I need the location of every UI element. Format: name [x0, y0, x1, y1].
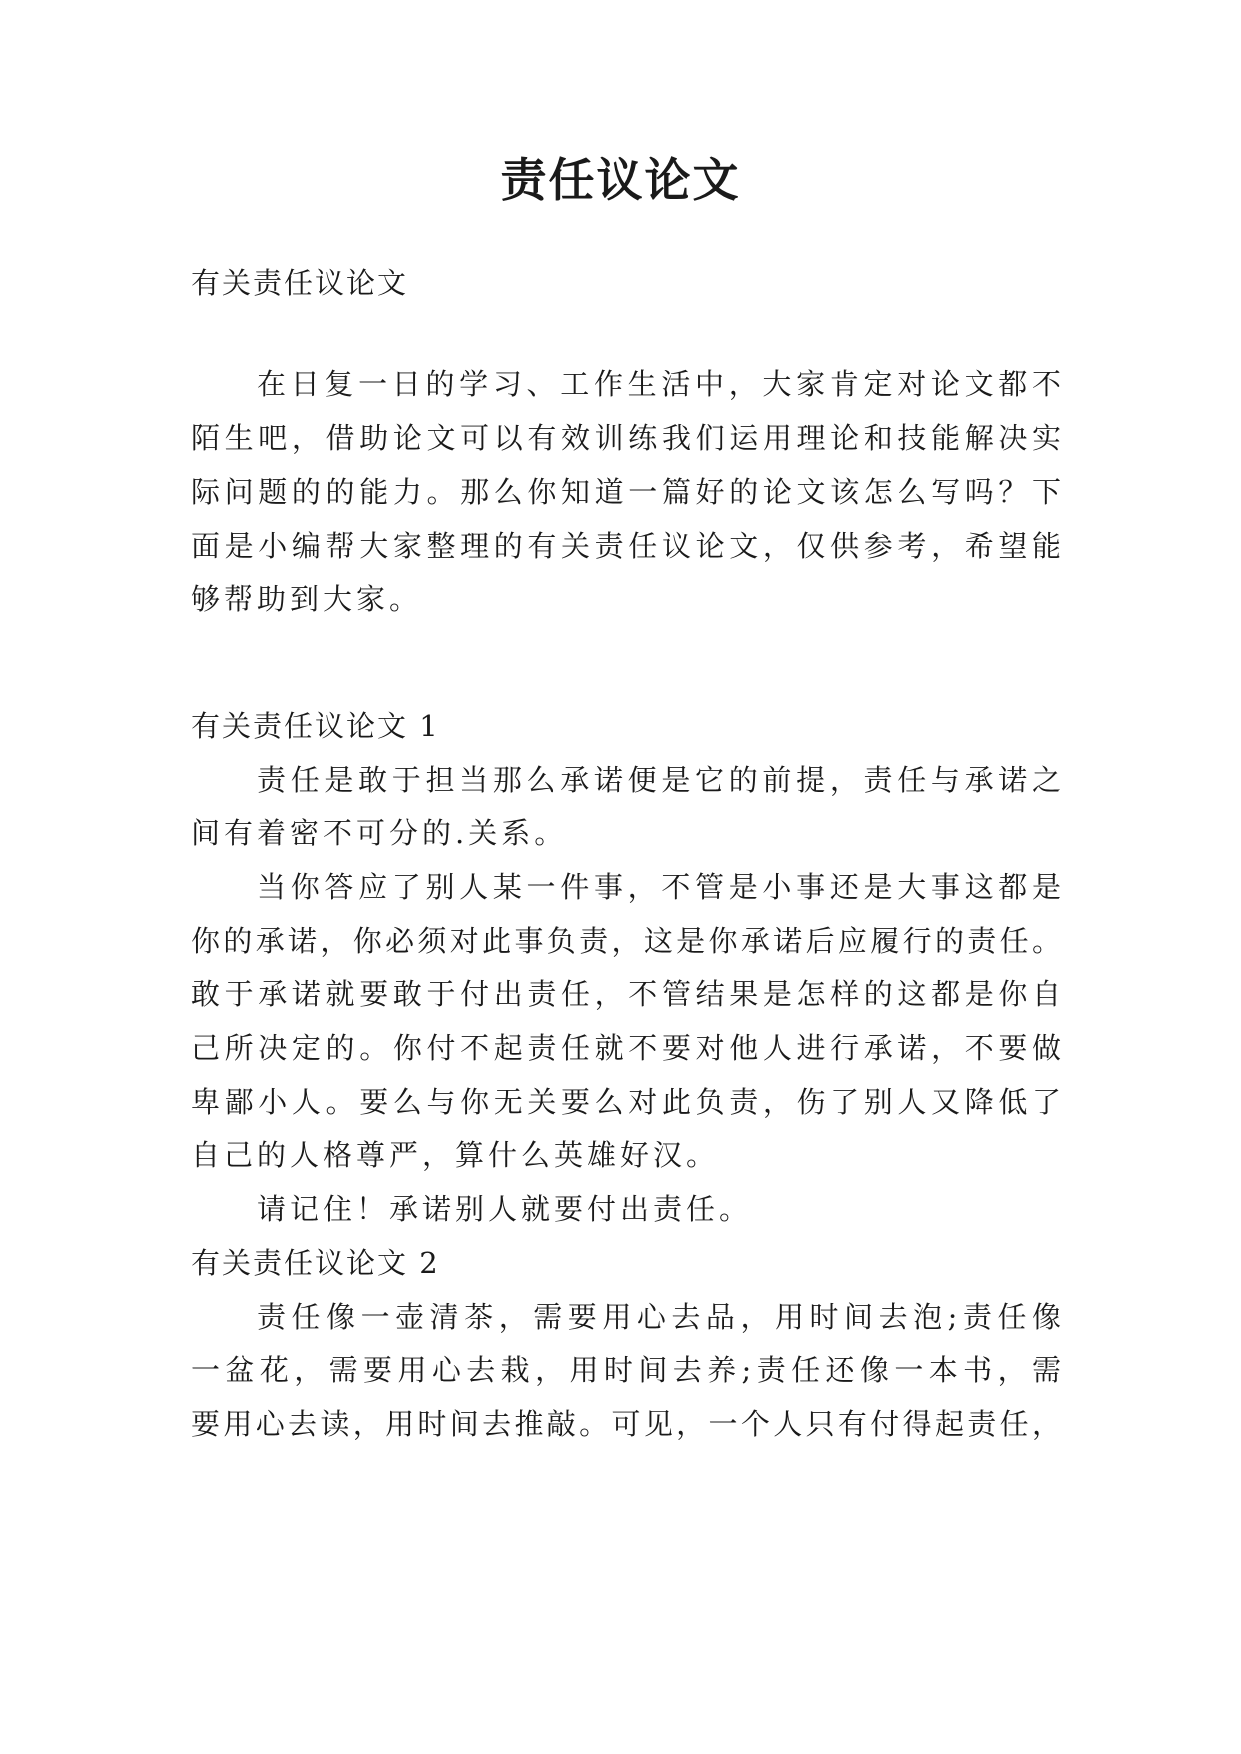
- paragraph-line: 卑鄙小人。要么与你无关要么对此负责，伤了别人又降低了: [191, 1085, 1061, 1119]
- paragraph-line: 责任是敢于担当那么承诺便是它的前提，责任与承诺之: [257, 763, 1061, 797]
- section-heading: 有关责任议论文 2: [191, 1246, 440, 1280]
- intro-line: 际问题的的能力。那么你知道一篇好的论文该怎么写吗？下: [191, 475, 1061, 509]
- section-heading: 有关责任议论文 1: [191, 709, 440, 743]
- intro-line: 陌生吧，借助论文可以有效训练我们运用理论和技能解决实: [191, 421, 1061, 455]
- paragraph-line: 己所决定的。你付不起责任就不要对他人进行承诺，不要做: [191, 1031, 1061, 1065]
- paragraph-line: 一盆花，需要用心去栽，用时间去养;责任还像一本书，需: [191, 1353, 1061, 1387]
- intro-line: 在日复一日的学习、工作生活中，大家肯定对论文都不: [257, 367, 1061, 401]
- paragraph-line: 请记住！承诺别人就要付出责任。: [257, 1192, 753, 1226]
- document-title: 责任议论文: [500, 153, 741, 207]
- paragraph-line: 责任像一壶清茶，需要用心去品，用时间去泡;责任像: [257, 1300, 1061, 1334]
- paragraph-line: 当你答应了别人某一件事，不管是小事还是大事这都是: [257, 870, 1061, 904]
- paragraph-line: 自己的人格尊严，算什么英雄好汉。: [191, 1138, 720, 1172]
- paragraph-line: 间有着密不可分的.关系。: [191, 816, 568, 850]
- document-subtitle: 有关责任议论文: [191, 266, 409, 300]
- paragraph-line: 你的承诺，你必须对此事负责，这是你承诺后应履行的责任。: [191, 924, 1061, 958]
- intro-line: 够帮助到大家。: [191, 582, 423, 616]
- paragraph-line: 敢于承诺就要敢于付出责任，不管结果是怎样的这都是你自: [191, 977, 1061, 1011]
- paragraph-line: 要用心去读，用时间去推敲。可见，一个人只有付得起责任，: [191, 1407, 1061, 1441]
- intro-line: 面是小编帮大家整理的有关责任议论文，仅供参考，希望能: [191, 529, 1061, 563]
